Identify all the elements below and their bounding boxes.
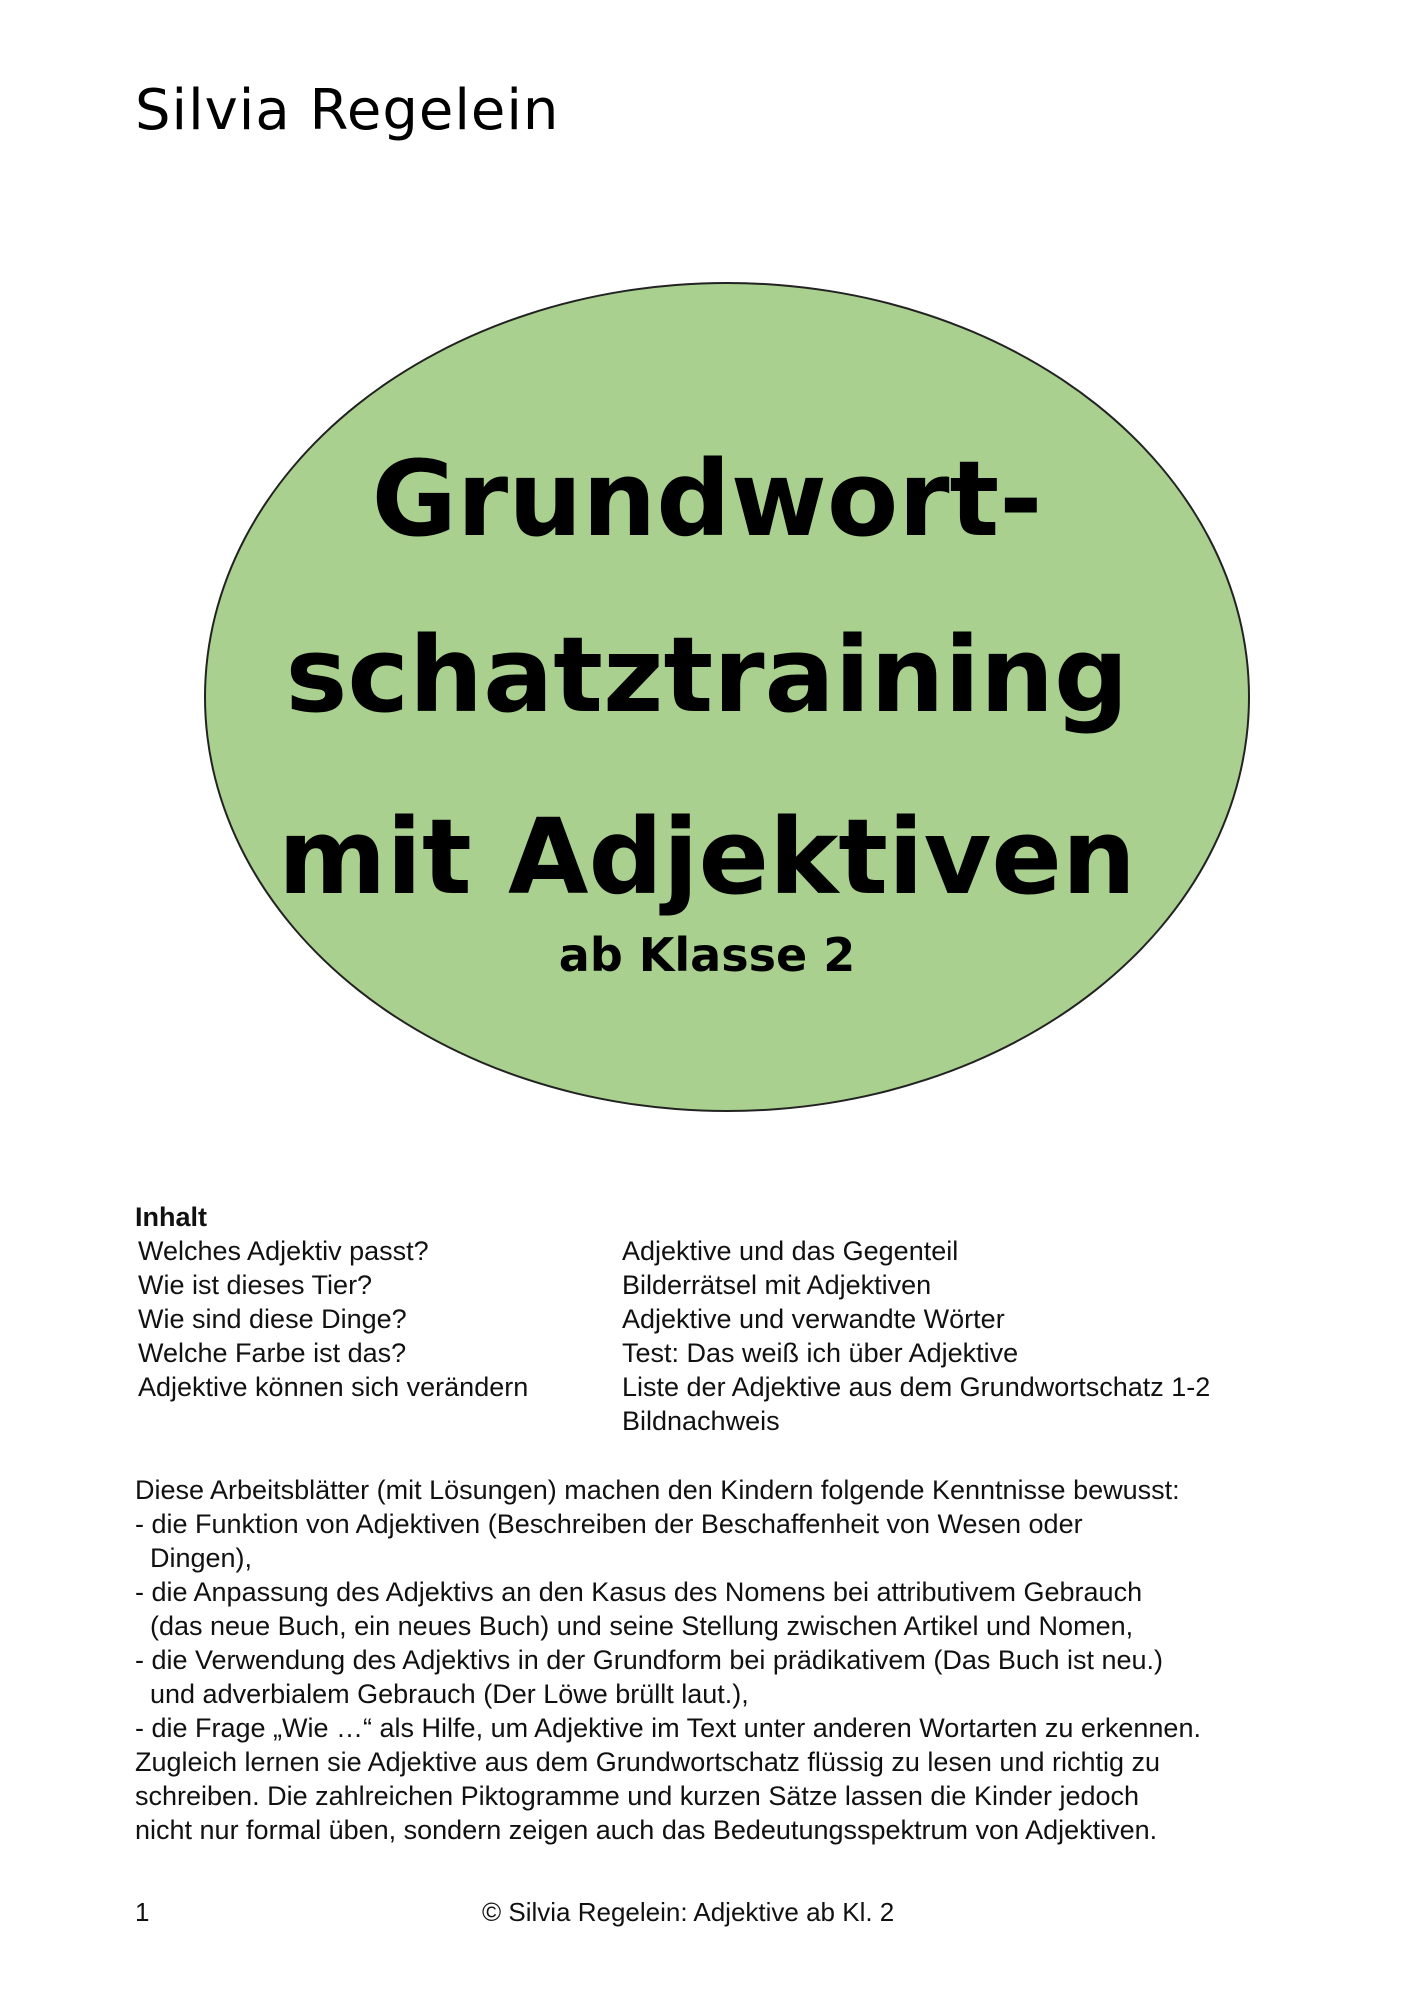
toc-item: Liste der Adjektive aus dem Grundwortschatz 1-2 xyxy=(622,1372,1211,1402)
subtitle: ab Klasse 2 xyxy=(558,928,856,982)
description-line: - die Funktion von Adjektiven (Beschreiben der Beschaffenheit von Wesen oder xyxy=(135,1509,1083,1539)
description-line: - die Verwendung des Adjektivs in der Grundform bei prädikativem (Das Buch ist neu.) xyxy=(135,1645,1164,1675)
description-line: Zugleich lernen sie Adjektive aus dem Grundwortschatz flüssig zu lesen und richtig zu xyxy=(135,1747,1161,1777)
description-line: - die Frage „Wie …“ als Hilfe, um Adjektive im Text unter anderen Wortarten zu erkennen. xyxy=(135,1713,1201,1743)
description-line: Diese Arbeitsblätter (mit Lösungen) machen den Kindern folgende Kenntnisse bewusst: xyxy=(135,1475,1180,1505)
toc-item: Bilderrätsel mit Adjektiven xyxy=(622,1270,932,1300)
title-line-2: schatztraining xyxy=(285,614,1129,736)
description-line: und adverbialem Gebrauch (Der Löwe brüllt laut.), xyxy=(150,1679,749,1709)
toc-right-column xyxy=(622,1234,1210,1438)
toc-heading: Inhalt xyxy=(135,1202,207,1232)
title-line-1: Grundwort- xyxy=(371,438,1043,560)
description-line: - die Anpassung des Adjektivs an den Kasus des Nomens bei attributivem Gebrauch xyxy=(135,1577,1143,1607)
author-name: Silvia Regelein xyxy=(135,78,560,143)
toc-item: Welches Adjektiv passt? xyxy=(138,1236,429,1266)
toc-item: Wie sind diese Dinge? xyxy=(138,1304,407,1334)
page-number: 1 xyxy=(135,1897,150,1927)
description-line: schreiben. Die zahlreichen Piktogramme und kurzen Sätze lassen die Kinder jedoch xyxy=(135,1781,1140,1811)
description-line: Dingen), xyxy=(150,1543,253,1573)
toc-item: Adjektive und das Gegenteil xyxy=(622,1236,959,1266)
toc-item: Bildnachweis xyxy=(622,1406,780,1436)
toc-item: Wie ist dieses Tier? xyxy=(138,1270,373,1300)
toc-item: Test: Das weiß ich über Adjektive xyxy=(622,1338,1019,1368)
toc-item: Welche Farbe ist das? xyxy=(138,1338,407,1368)
title-line-3: mit Adjektiven xyxy=(278,796,1136,918)
toc-item: Adjektive können sich verändern xyxy=(138,1372,529,1402)
description-text xyxy=(135,1473,1345,1847)
toc-left-column xyxy=(138,1234,528,1404)
toc-item: Adjektive und verwandte Wörter xyxy=(622,1304,1005,1334)
description-line: (das neue Buch, ein neues Buch) und seine Stellung zwischen Artikel und Nomen, xyxy=(150,1611,1134,1641)
description-line: nicht nur formal üben, sondern zeigen auch das Bedeutungsspektrum von Adjektiven. xyxy=(135,1815,1158,1845)
copyright-notice: © Silvia Regelein: Adjektive ab Kl. 2 xyxy=(482,1897,895,1927)
